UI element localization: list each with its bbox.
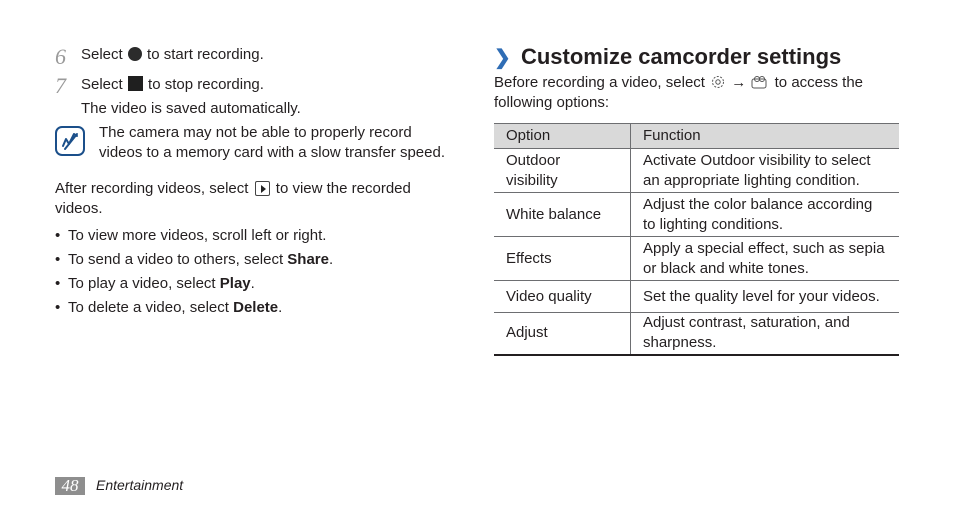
record-icon bbox=[128, 47, 142, 61]
note-icon bbox=[55, 126, 85, 156]
bullet-bold: Share bbox=[287, 251, 329, 268]
section-title: Customize camcorder settings bbox=[520, 44, 842, 69]
option-line: visibility bbox=[506, 171, 558, 189]
bullet-dot: • bbox=[55, 299, 61, 316]
step-7-before: Select bbox=[81, 76, 123, 93]
note-line: videos to a memory card with a slow transfer speed. bbox=[99, 144, 445, 161]
chevron-right-icon: ❯ bbox=[494, 47, 511, 69]
function-line: Activate Outdoor visibility to select bbox=[643, 151, 871, 169]
bullet-item bbox=[55, 298, 435, 318]
option-line: Effects bbox=[506, 249, 552, 267]
intro-text bbox=[494, 73, 863, 93]
options-table-wrap bbox=[494, 123, 899, 356]
step-7-extra: The video is saved automatically. bbox=[81, 100, 301, 117]
image-viewer-icon bbox=[255, 181, 270, 196]
table-cell-function bbox=[631, 313, 900, 355]
table-row bbox=[494, 237, 899, 281]
table-cell-option bbox=[494, 281, 631, 313]
bullet-text: To send a video to others, select bbox=[68, 251, 288, 268]
bullet-item bbox=[55, 250, 435, 270]
table-cell-function bbox=[631, 281, 900, 313]
camcorder-icon bbox=[751, 74, 769, 90]
table-row bbox=[494, 149, 899, 193]
stop-icon bbox=[128, 76, 143, 91]
table-cell-option bbox=[494, 313, 631, 355]
function-line: Adjust contrast, saturation, and bbox=[643, 314, 850, 332]
option-line: Video quality bbox=[506, 287, 592, 305]
function-line: Adjust the color balance according bbox=[643, 195, 873, 213]
options-table bbox=[494, 123, 899, 356]
table-header-option: Option bbox=[494, 124, 631, 149]
step-6-text bbox=[81, 45, 264, 65]
arrow-right-icon: → bbox=[731, 74, 747, 91]
bullet-end: . bbox=[250, 275, 255, 292]
option-line: Adjust bbox=[506, 324, 548, 342]
table-cell-function bbox=[631, 193, 900, 237]
bullet-dot: • bbox=[55, 227, 61, 244]
after-recording-before: After recording videos, select bbox=[55, 180, 249, 197]
function-line: an appropriate lighting condition. bbox=[643, 171, 860, 189]
intro-line2: following options: bbox=[494, 94, 610, 111]
after-recording-text bbox=[55, 179, 411, 199]
bullet-item bbox=[55, 274, 435, 294]
table-cell-option bbox=[494, 149, 631, 193]
table-header-row bbox=[494, 124, 899, 149]
table-cell-function bbox=[631, 237, 900, 281]
bullet-dot: • bbox=[55, 275, 61, 292]
after-recording-after: to view the recorded bbox=[275, 180, 411, 197]
bullet-dot: • bbox=[55, 251, 61, 268]
step-6-before: Select bbox=[81, 46, 123, 63]
table-cell-function bbox=[631, 149, 900, 193]
bullet-item bbox=[55, 226, 435, 246]
intro-before: Before recording a video, select bbox=[494, 74, 705, 91]
step-number: 7 bbox=[55, 73, 66, 98]
step-number: 6 bbox=[55, 44, 66, 69]
settings-icon bbox=[710, 74, 726, 90]
table-cell-option bbox=[494, 237, 631, 281]
section-heading bbox=[494, 44, 841, 70]
step-6-after: to start recording. bbox=[147, 46, 264, 63]
function-line: or black and white tones. bbox=[643, 259, 809, 277]
function-line: sharpness. bbox=[643, 334, 717, 352]
function-line: Set the quality level for your videos. bbox=[643, 287, 880, 305]
table-cell-option bbox=[494, 193, 631, 237]
function-line: Apply a special effect, such as sepia bbox=[643, 239, 885, 257]
page-number: 48 bbox=[55, 477, 85, 495]
table-row bbox=[494, 313, 899, 355]
footer-section-label: Entertainment bbox=[96, 477, 184, 493]
note-line: The camera may not be able to properly record bbox=[99, 124, 412, 141]
step-7-text bbox=[81, 75, 264, 95]
intro-after: to access the bbox=[774, 74, 864, 91]
option-line: Outdoor bbox=[506, 151, 561, 169]
table-row bbox=[494, 281, 899, 313]
bullet-bold: Play bbox=[219, 275, 251, 292]
option-line: White balance bbox=[506, 205, 602, 223]
step-7-after: to stop recording. bbox=[148, 76, 264, 93]
bullet-text: To view more videos, scroll left or right. bbox=[68, 227, 327, 244]
bullet-end: . bbox=[329, 251, 334, 268]
bullet-text: To play a video, select bbox=[68, 275, 220, 292]
after-recording-line2: videos. bbox=[55, 200, 103, 217]
bullet-end: . bbox=[278, 299, 283, 316]
table-header-function: Function bbox=[631, 124, 900, 149]
bullet-text: To delete a video, select bbox=[68, 299, 234, 316]
function-line: to lighting conditions. bbox=[643, 215, 784, 233]
bullet-bold: Delete bbox=[233, 299, 279, 316]
table-row bbox=[494, 193, 899, 237]
